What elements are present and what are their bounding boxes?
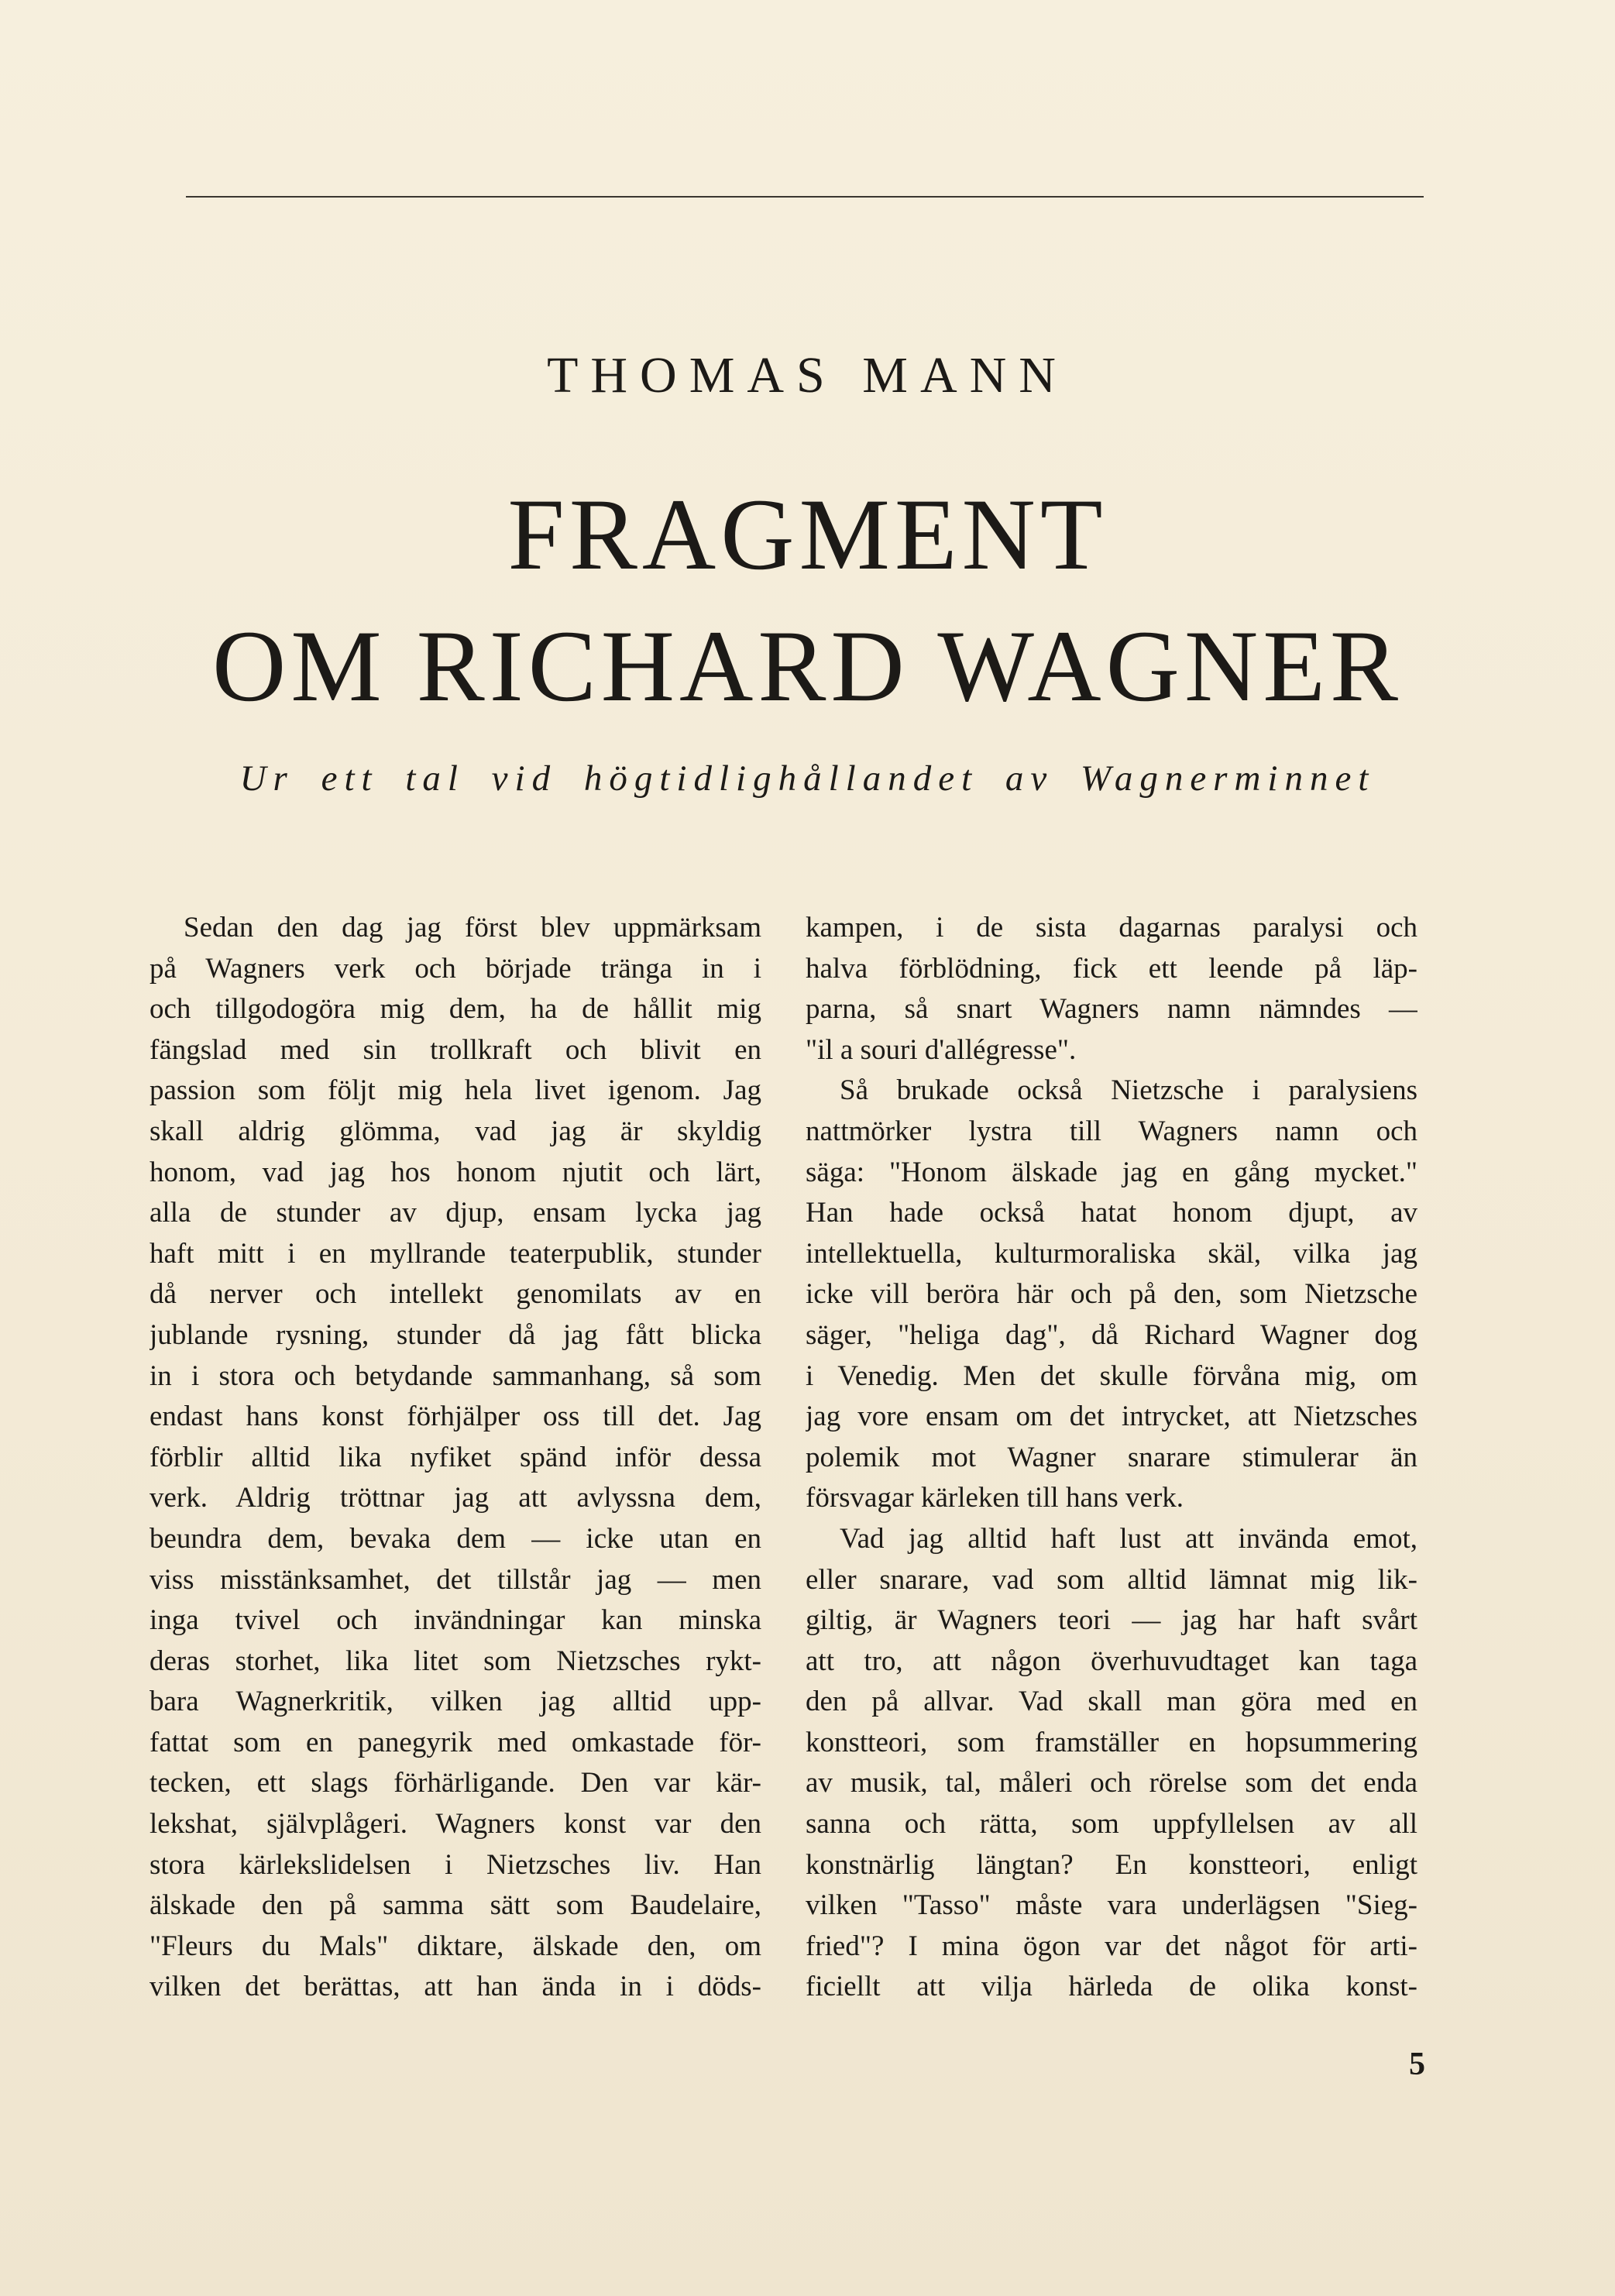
text-line: kampen, i de sista dagarnas paralysi och — [806, 912, 1417, 943]
text-line: försvagar kärleken till hans verk. — [806, 1482, 1184, 1514]
text-line: Sedan den dag jag först blev uppmärksam — [184, 912, 761, 943]
text-line: fängslad med sin trollkraft och blivit en — [149, 1033, 761, 1066]
text-line: halva förblödning, fick ett leende på läp- — [806, 952, 1417, 985]
text-line: stora kärlekslidelsen i Nietzsches liv. Han — [149, 1848, 761, 1881]
text-line: fattat som en panegyrik med omkastade för- — [149, 1726, 761, 1758]
header-rule — [186, 196, 1424, 198]
text-line: "il a souri d'allégresse". — [806, 1033, 1077, 1066]
text-line: endast hans konst förhjälper oss till det. Jag — [149, 1401, 761, 1433]
text-line: honom, vad jag hos honom njutit och lärt, — [149, 1156, 761, 1188]
text-line: in i stora och betydande sammanhang, så som — [149, 1359, 761, 1392]
text-line: vilken "Tasso" måste vara underlägsen "Sieg- — [806, 1889, 1417, 1922]
text-line: intellektuella, kulturmoraliska skäl, vilka jag — [806, 1237, 1417, 1270]
text-line: eller snarare, vad som alltid lämnat mig lik- — [806, 1563, 1417, 1596]
text-line: bara Wagnerkritik, vilken jag alltid upp- — [149, 1686, 761, 1718]
text-line: Så brukade också Nietzsche i paralysiens — [840, 1074, 1417, 1107]
text-line: och tillgodogöra mig dem, ha de hållit mig — [149, 993, 761, 1026]
text-line: "Fleurs du Mals" diktare, älskade den, om — [149, 1930, 761, 1962]
text-line: då nerver och intellekt genomilats av en — [149, 1278, 761, 1311]
text-line: skall aldrig glömma, vad jag är skyldig — [149, 1115, 761, 1147]
article-subtitle: Ur ett tal vid högtidlighållandet av Wagnerminnet — [239, 758, 1376, 799]
text-line: den på allvar. Vad skall man göra med en — [806, 1686, 1417, 1718]
title-line-1: FRAGMENT — [507, 477, 1108, 591]
page-number: 5 — [1409, 2047, 1425, 2082]
text-line: ficiellt att vilja härleda de olika konst- — [806, 1971, 1417, 2003]
text-line: icke vill beröra här och på den, som Nietzsche — [806, 1278, 1417, 1311]
text-line: beundra dem, bevaka dem — icke utan en — [149, 1522, 761, 1555]
text-line: Vad jag alltid haft lust att invända emot, — [840, 1522, 1417, 1555]
text-line: på Wagners verk och började tränga in i — [149, 952, 761, 985]
text-line: inga tvivel och invändningar kan minska — [149, 1604, 761, 1637]
text-line: passion som följt mig hela livet igenom. Jag — [149, 1074, 761, 1107]
text-line: konstteori, som framställer en hopsummering — [806, 1726, 1417, 1758]
text-line: lekshat, självplågeri. Wagners konst var den — [149, 1808, 761, 1841]
text-column-right — [806, 908, 1417, 2008]
text-line: verk. Aldrig tröttnar jag att avlyssna dem, — [149, 1482, 761, 1514]
article-title — [0, 469, 1615, 732]
text-line: förblir alltid lika nyfiket spänd inför dessa — [149, 1441, 761, 1473]
text-line: viss misstänksamhet, det tillstår jag — men — [149, 1563, 761, 1596]
text-line: av musik, tal, måleri och rörelse som det enda — [806, 1767, 1417, 1799]
text-line: polemik mot Wagner snarare stimulerar än — [806, 1441, 1417, 1473]
text-line: tecken, ett slags förhärligande. Den var kär- — [149, 1767, 761, 1799]
text-line: att tro, att någon överhuvudtaget kan taga — [806, 1645, 1417, 1677]
text-line: fried"? I mina ögon var det något för arti- — [806, 1930, 1417, 1962]
text-line: konstnärlig längtan? En konstteori, enligt — [806, 1848, 1417, 1881]
text-line: deras storhet, lika litet som Nietzsches rykt- — [149, 1645, 761, 1677]
text-line: Han hade också hatat honom djupt, av — [806, 1197, 1417, 1229]
text-column-left — [149, 908, 761, 2008]
text-line: vilken det berättas, att han ända in i döds- — [149, 1971, 761, 2003]
text-line: alla de stunder av djup, ensam lycka jag — [149, 1197, 761, 1229]
text-line: nattmörker lystra till Wagners namn och — [806, 1115, 1417, 1147]
text-line: giltig, är Wagners teori — jag har haft svårt — [806, 1604, 1417, 1637]
text-line: säga: "Honom älskade jag en gång mycket." — [806, 1156, 1417, 1188]
text-line: jublande rysning, stunder då jag fått blicka — [149, 1318, 761, 1351]
title-line-2: OM RICHARD WAGNER — [212, 609, 1403, 723]
text-line: i Venedig. Men det skulle förvåna mig, om — [806, 1359, 1417, 1392]
author-name: THOMAS MANN — [547, 347, 1068, 404]
text-line: säger, "heliga dag", då Richard Wagner dog — [806, 1318, 1417, 1351]
text-line: sanna och rätta, som uppfyllelsen av all — [806, 1808, 1417, 1841]
text-line: älskade den på samma sätt som Baudelaire, — [149, 1889, 761, 1922]
text-line: haft mitt i en myllrande teaterpublik, stunder — [149, 1237, 761, 1270]
text-line: parna, så snart Wagners namn nämndes — — [806, 993, 1417, 1026]
text-line: jag vore ensam om det intrycket, att Nietzsches — [806, 1401, 1417, 1433]
